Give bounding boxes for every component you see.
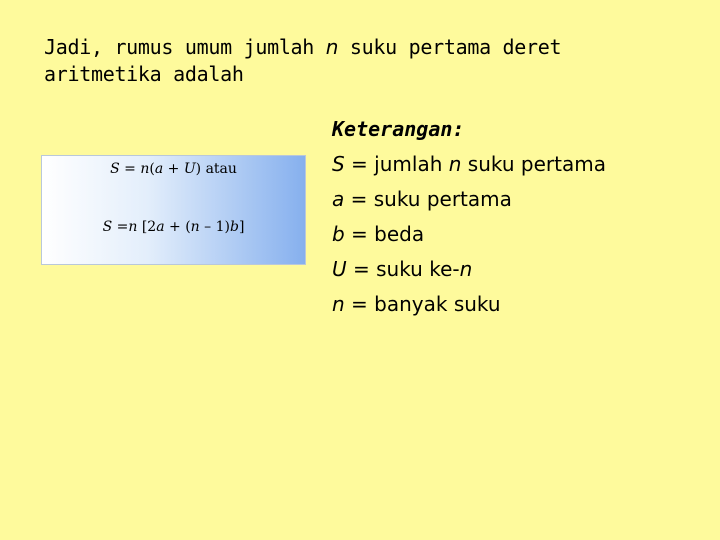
heading-text: Jadi, rumus umum jumlah xyxy=(44,35,326,59)
heading-line-2: aritmetika adalah xyxy=(44,62,244,86)
formula-box xyxy=(41,155,306,265)
legend-panel xyxy=(332,112,702,322)
legend-row-s: S = jumlah n suku pertama xyxy=(332,152,606,176)
legend-row-n: n = banyak suku xyxy=(332,292,501,316)
legend-title: Keterangan: xyxy=(332,117,465,141)
heading-text-continued: suku pertama deret xyxy=(338,35,562,59)
formula-atau-label: atau xyxy=(205,161,237,177)
legend-row-u: U = suku ke-n xyxy=(332,257,473,281)
legend-row-a: a = suku pertama xyxy=(332,187,512,211)
formula-sum-difference: S =n [2a + (n – 1)b] xyxy=(102,219,245,235)
heading-variable-n: n xyxy=(325,35,339,59)
formula-sum-first-last: S = n(a + U) atau xyxy=(110,161,237,177)
slide-heading xyxy=(44,34,664,88)
legend-row-b: b = beda xyxy=(332,222,425,246)
